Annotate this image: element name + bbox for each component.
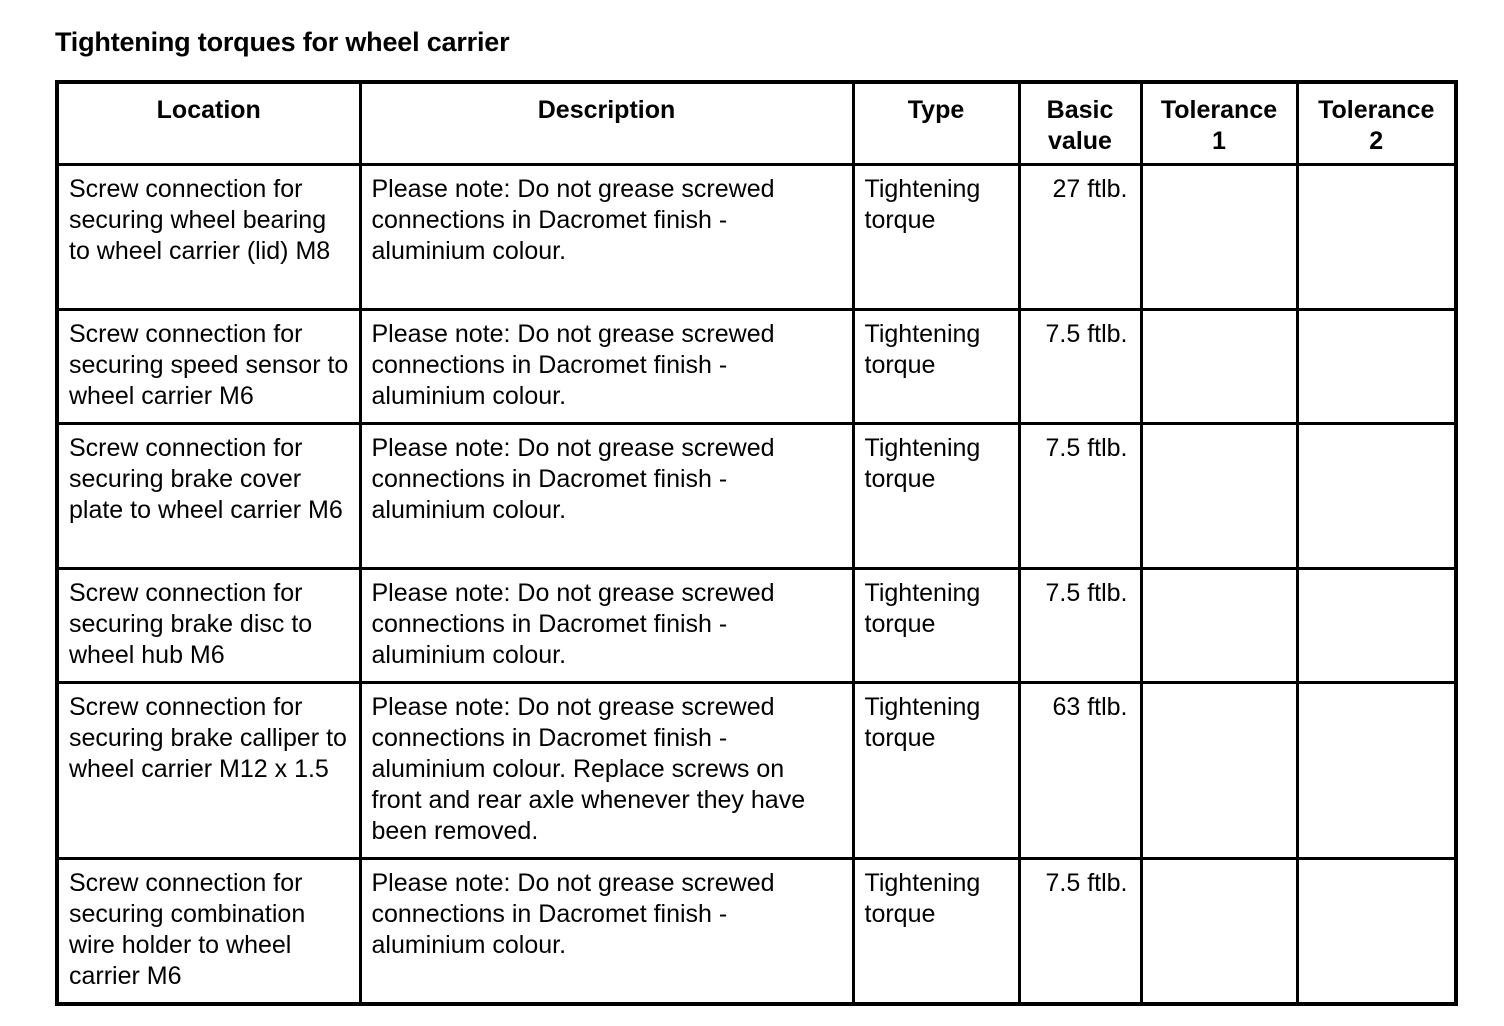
table-row [57, 569, 1456, 683]
cell-tolerance-1 [1141, 569, 1297, 683]
cell-location: Screw connection for securing brake calliper to wheel carrier M12 x 1.5 [57, 683, 360, 859]
table-row [57, 310, 1456, 424]
cell-tolerance-1 [1141, 683, 1297, 859]
cell-tolerance-1 [1141, 165, 1297, 310]
cell-location: Screw connection for securing combination wire holder to wheel carrier M6 [57, 859, 360, 1004]
cell-description: Please note: Do not grease screwed connections in Dacromet finish - aluminium colour. [360, 165, 853, 310]
cell-type: Tightening torque [853, 424, 1019, 569]
header-tolerance-2: Tolerance 2 [1297, 82, 1456, 165]
cell-tolerance-1 [1141, 424, 1297, 569]
table-row [57, 165, 1456, 310]
cell-description: Please note: Do not grease screwed connections in Dacromet finish - aluminium colour. [360, 310, 853, 424]
cell-basic-value: 7.5 ftlb. [1019, 569, 1141, 683]
cell-type: Tightening torque [853, 569, 1019, 683]
header-basic-value: Basic value [1019, 82, 1141, 165]
cell-basic-value: 7.5 ftlb. [1019, 859, 1141, 1004]
cell-type: Tightening torque [853, 165, 1019, 310]
cell-description: Please note: Do not grease screwed connections in Dacromet finish - aluminium colour. Replace screws on front and rear axle whenever they have been removed. [360, 683, 853, 859]
cell-tolerance-2 [1297, 859, 1456, 1004]
header-tolerance-1: Tolerance 1 [1141, 82, 1297, 165]
cell-basic-value: 27 ftlb. [1019, 165, 1141, 310]
header-location: Location [57, 82, 360, 165]
header-type: Type [853, 82, 1019, 165]
cell-tolerance-2 [1297, 310, 1456, 424]
cell-description: Please note: Do not grease screwed connections in Dacromet finish - aluminium colour. [360, 569, 853, 683]
cell-basic-value: 7.5 ftlb. [1019, 424, 1141, 569]
cell-type: Tightening torque [853, 683, 1019, 859]
cell-tolerance-2 [1297, 683, 1456, 859]
page-title: Tightening torques for wheel carrier [55, 27, 510, 57]
table-row [57, 424, 1456, 569]
table-row [57, 683, 1456, 859]
cell-location: Screw connection for securing speed sensor to wheel carrier M6 [57, 310, 360, 424]
cell-location: Screw connection for securing brake disc to wheel hub M6 [57, 569, 360, 683]
cell-tolerance-1 [1141, 310, 1297, 424]
cell-description: Please note: Do not grease screwed connections in Dacromet finish - aluminium colour. [360, 859, 853, 1004]
header-description: Description [360, 82, 853, 165]
table-header-row [57, 82, 1456, 165]
table-row [57, 859, 1456, 1004]
cell-basic-value: 63 ftlb. [1019, 683, 1141, 859]
cell-location: Screw connection for securing brake cover plate to wheel carrier M6 [57, 424, 360, 569]
cell-location: Screw connection for securing wheel bearing to wheel carrier (lid) M8 [57, 165, 360, 310]
cell-tolerance-2 [1297, 569, 1456, 683]
cell-tolerance-1 [1141, 859, 1297, 1004]
cell-type: Tightening torque [853, 310, 1019, 424]
torque-table [55, 80, 1458, 1006]
cell-type: Tightening torque [853, 859, 1019, 1004]
cell-basic-value: 7.5 ftlb. [1019, 310, 1141, 424]
cell-description: Please note: Do not grease screwed connections in Dacromet finish - aluminium colour. [360, 424, 853, 569]
cell-tolerance-2 [1297, 424, 1456, 569]
cell-tolerance-2 [1297, 165, 1456, 310]
